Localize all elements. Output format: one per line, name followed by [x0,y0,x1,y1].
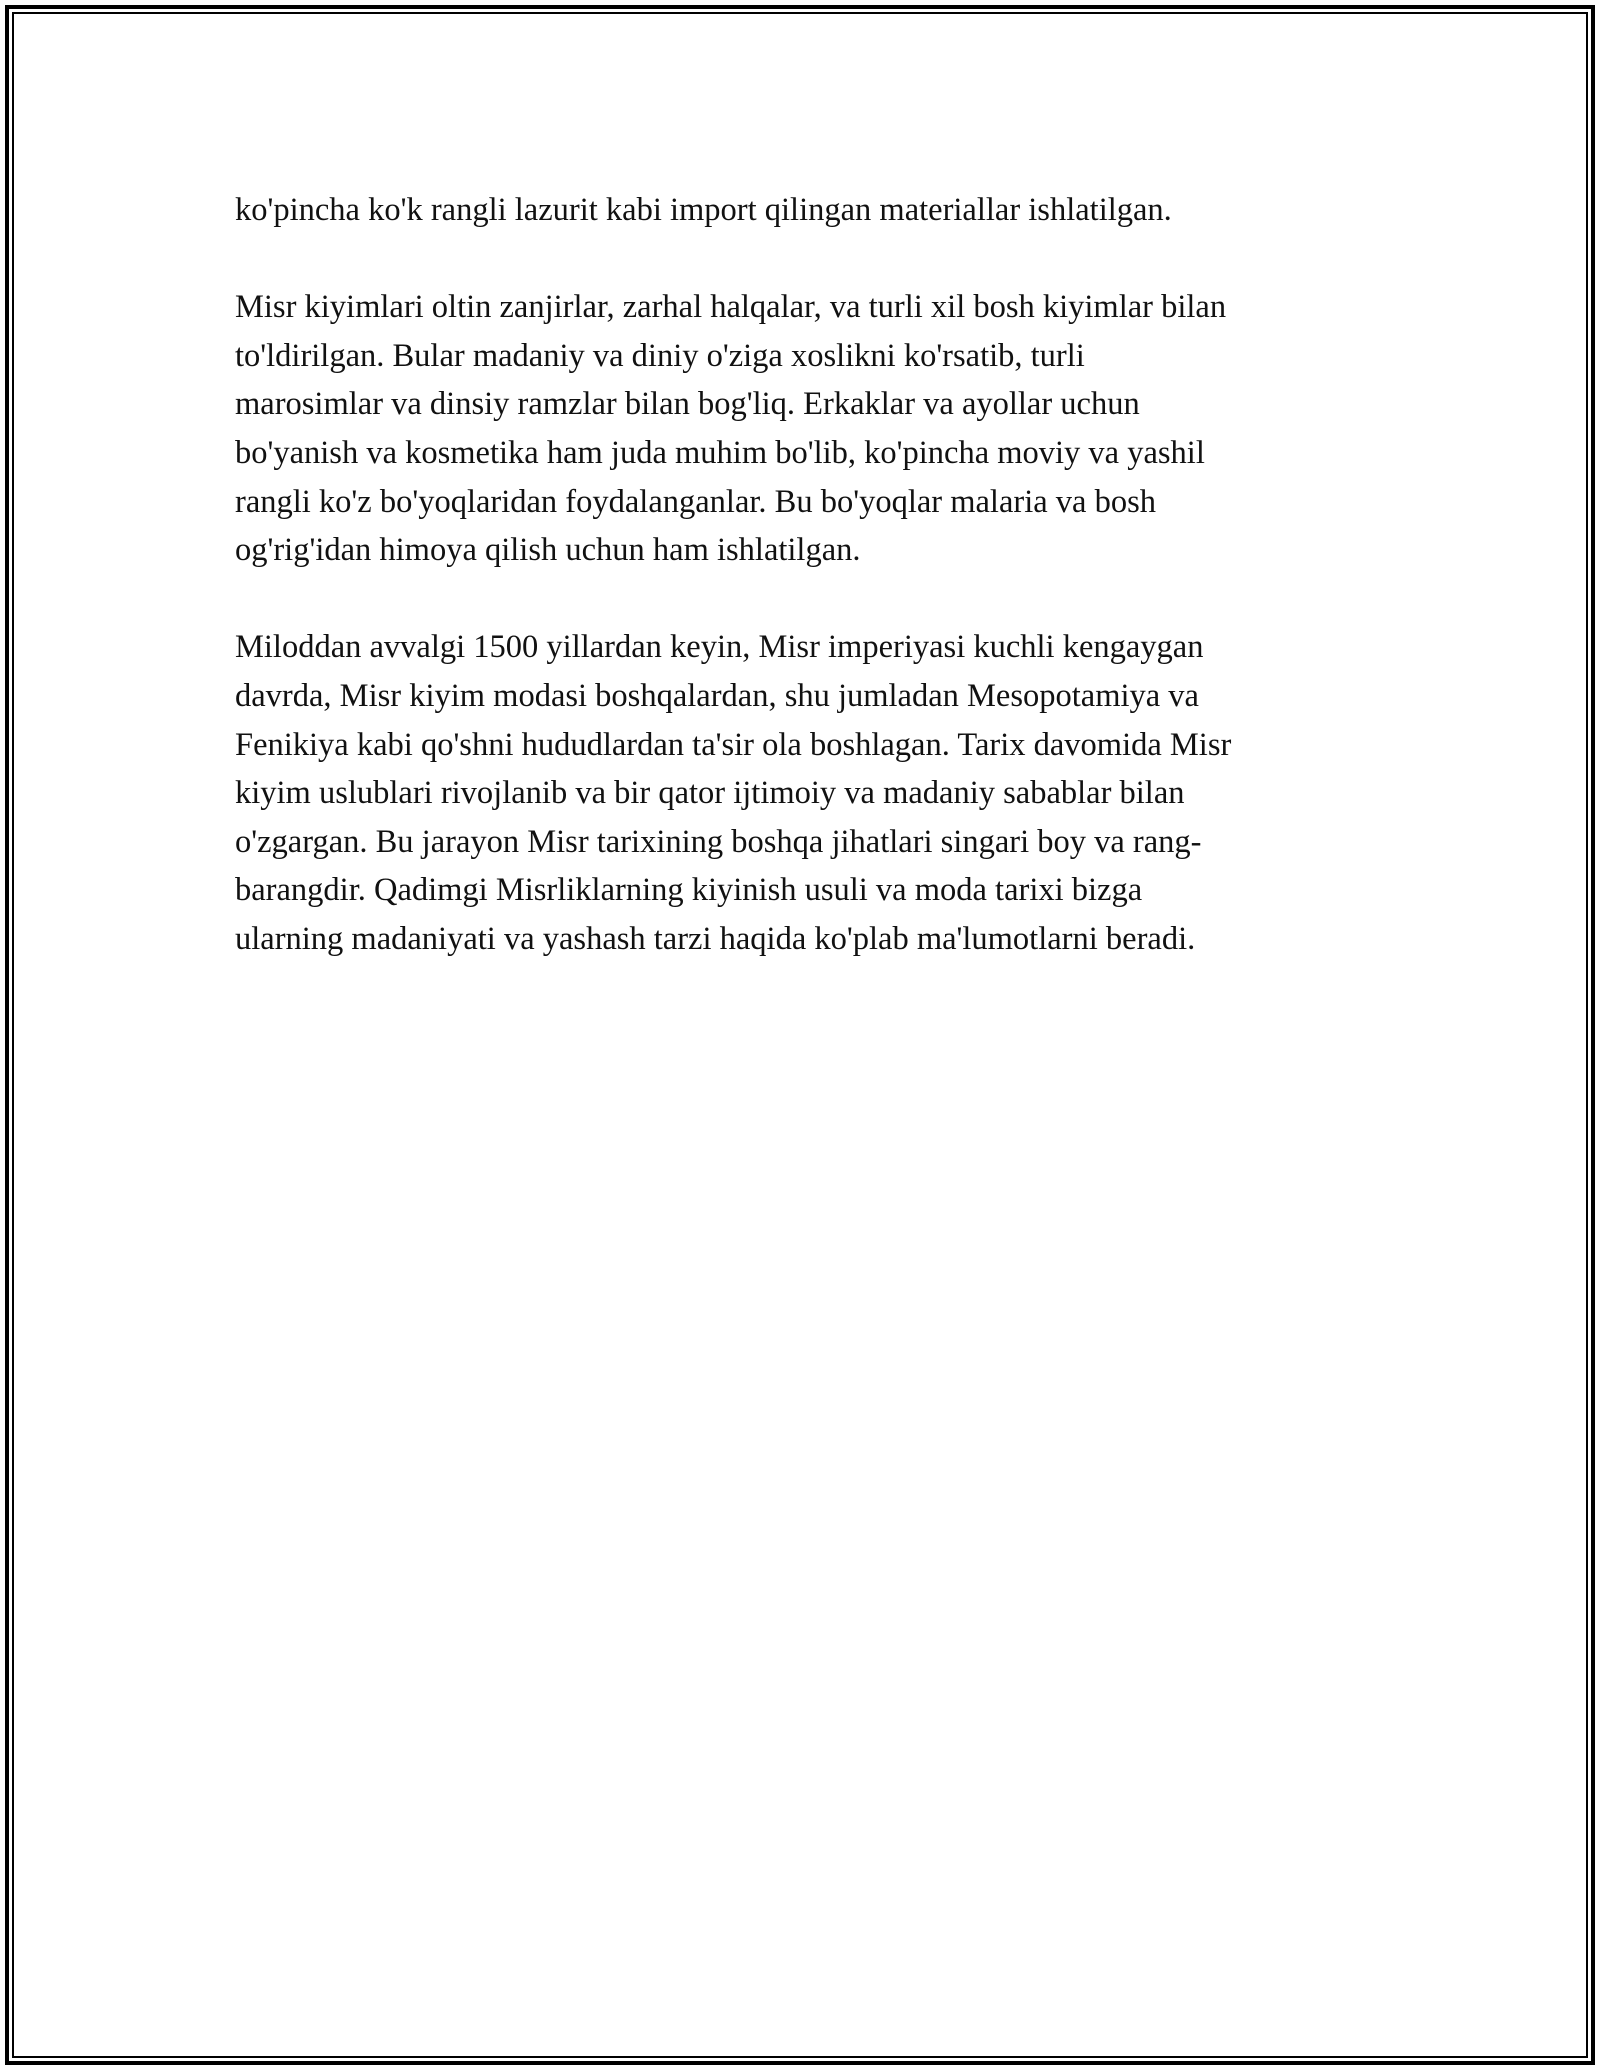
text-line: bo'yanish va kosmetika ham juda muhim bo'lib, ko'pincha moviy va yashil [235,434,1205,471]
text-line: to'ldirilgan. Bular madaniy va diniy o'ziga xoslikni ko'rsatib, turli [235,337,1085,374]
text-line: Fenikiya kabi qo'shni hududlardan ta'sir ola boshlagan. Tarix davomida Misr [235,726,1232,763]
text-line: marosimlar va dinsiy ramzlar bilan bog'liq. Erkaklar va ayollar uchun [235,386,1140,423]
text-line: kiyim uslublari rivojlanib va bir qator ijtimoiy va madaniy sabablar bilan [235,775,1185,812]
text-line: davrda, Misr kiyim modasi boshqalardan, shu jumladan Mesopotamiya va [235,677,1199,714]
text-line: Misr kiyimlari oltin zanjirlar, zarhal halqalar, va turli xil bosh kiyimlar bilan [235,289,1227,326]
text-line: o'zgargan. Bu jarayon Misr tarixining boshqa jihatlari singari boy va rang- [235,823,1202,860]
text-line: Miloddan avvalgi 1500 yillardan keyin, Misr imperiyasi kuchli kengaygan [235,629,1204,666]
document-body [235,186,1395,1012]
paragraph-1 [235,186,1395,235]
paragraph-2 [235,283,1395,575]
paragraph-3 [235,623,1395,963]
text-line: rangli ko'z bo'yoqlaridan foydalanganlar. Bu bo'yoqlar malaria va bosh [235,483,1156,520]
text-line: barangdir. Qadimgi Misrliklarning kiyinish usuli va moda tarixi bizga [235,872,1143,909]
text-line: og'rig'idan himoya qilish uchun ham ishlatilgan. [235,532,861,569]
text-line: ularning madaniyati va yashash tarzi haqida ko'plab ma'lumotlarni beradi. [235,920,1196,957]
text-line: ko'pincha ko'k rangli lazurit kabi import qilingan materiallar ishlatilgan. [235,192,1172,228]
